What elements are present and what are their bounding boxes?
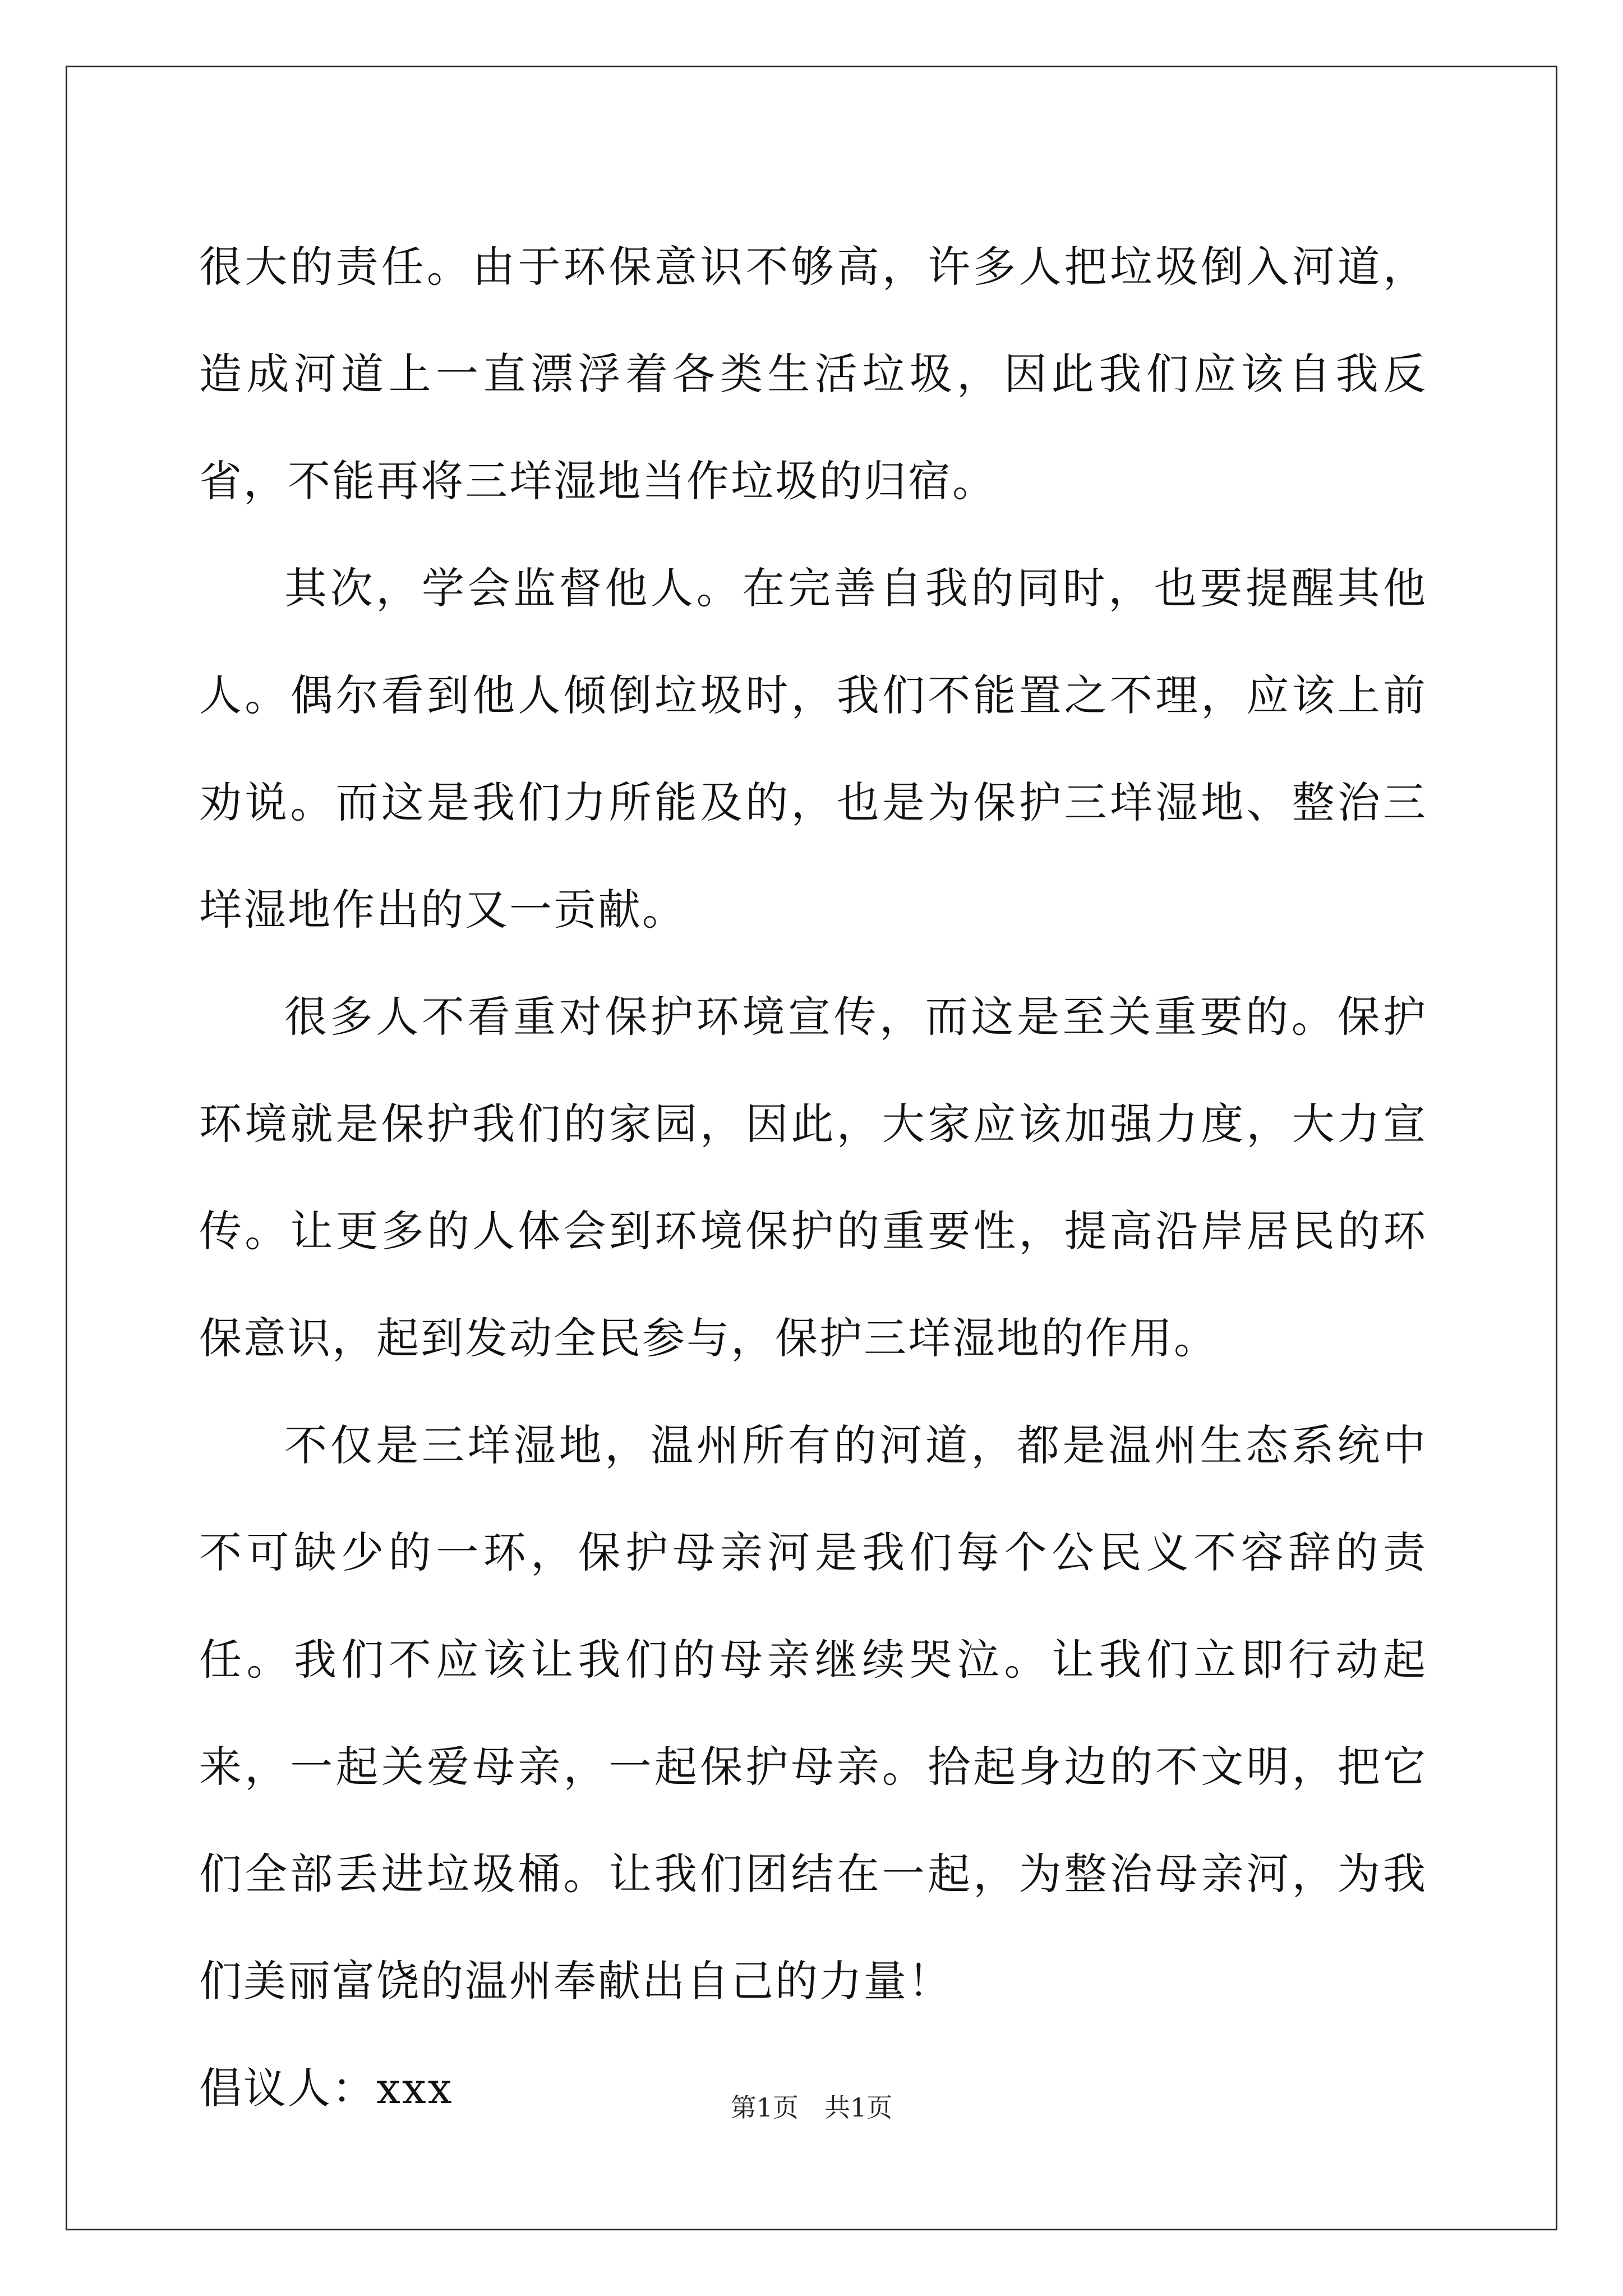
page-total: 共1页 [824, 2092, 893, 2123]
paragraph-1: 很大的责任。由于环保意识不够高，许多人把垃圾倒入河道，造成河道上一直漂浮着各类生活垃圾，因此我们应该自我反省，不能再将三垟湿地当作垃圾的归宿。 [199, 242, 1427, 506]
paragraph-4: 不仅是三垟湿地，温州所有的河道，都是温州生态系统中不可缺少的一环，保护母亲河是我们每个公民义不容辞的责任。我们不应该让我们的母亲继续哭泣。让我们立即行动起来，一起关爱母亲，一起保护母亲。拾起身边的不文明，把它们全部丢进垃圾桶。让我们团结在一起，为整治母亲河，为我们美丽富饶的温州奉献出自己的力量！ [199, 1420, 1427, 2006]
signature-line: 倡议人：xxx [199, 2063, 454, 2113]
page-footer [0, 2091, 1623, 2124]
paragraph-2: 其次，学会监督他人。在完善自我的同时，也要提醒其他人。偶尔看到他人倾倒垃圾时，我们不能置之不理，应该上前劝说。而这是我们力所能及的，也是为保护三垟湿地、整治三垟湿地作出的又一贡献。 [199, 563, 1427, 935]
page-number: 第1页 [730, 2092, 799, 2123]
document-body [199, 213, 1427, 2142]
paragraph-3: 很多人不看重对保护环境宣传，而这是至关重要的。保护环境就是保护我们的家园，因此，大家应该加强力度，大力宣传。让更多的人体会到环境保护的重要性，提高沿岸居民的环保意识，起到发动全民参与，保护三垟湿地的作用。 [199, 992, 1427, 1363]
